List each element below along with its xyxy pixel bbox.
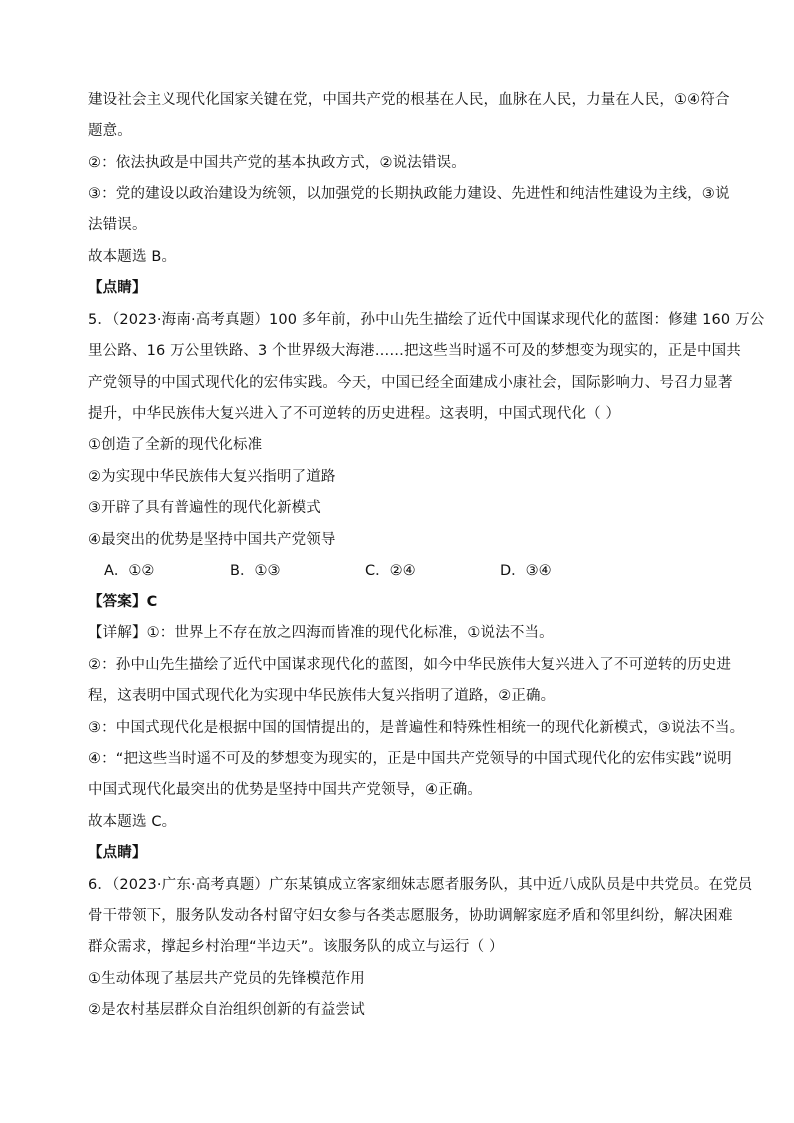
- q5-detail-line: ④：“把这些当时遥不可及的梦想变为现实的，正是中国共产党领导的中国式现代化的宏伟实践”说明: [88, 751, 732, 767]
- prev-tip-heading: 【点睛】: [88, 280, 147, 296]
- q5-detail-line: 程，这表明中国式现代化为实现中华民族伟大复兴指明了道路，②正确。: [88, 688, 556, 704]
- q6-stem-line: 群众需求，撑起乡村治理“半边天”。该服务队的成立与运行（ ）: [88, 939, 504, 955]
- q5-statement-4: ④最突出的优势是坚持中国共产党领导: [88, 532, 336, 548]
- q5-statement-3: ③开辟了具有普遍性的现代化新模式: [88, 500, 321, 516]
- q5-stem-line: 提升，中华民族伟大复兴进入了不可逆转的历史进程。这表明，中国式现代化（ ）: [88, 406, 621, 422]
- q5-stem-line: 产党领导的中国式现代化的宏伟实践。今天，中国已经全面建成小康社会，国际影响力、号召力显著: [88, 375, 733, 391]
- prev-conclusion: 故本题选 B。: [88, 249, 177, 265]
- prev-explanation-line: 法错误。: [88, 217, 147, 233]
- q5-choice-b: B．①③: [230, 563, 281, 579]
- q6-stem-line: 6．（2023·广东·高考真题）广东某镇成立客家细妹志愿者服务队，其中近八成队员是中共党员。在党员: [88, 877, 753, 893]
- q5-statement-1: ①创造了全新的现代化标准: [88, 437, 263, 453]
- q6-statement-1: ①生动体现了基层共产党员的先锋模范作用: [88, 971, 365, 987]
- q5-detail-line: ③：中国式现代化是根据中国的国情提出的，是普遍性和特殊性相统一的现代化新模式，③说法不当。: [88, 720, 745, 736]
- q5-choice-a: A．①②: [104, 563, 155, 579]
- q5-stem-line: 5．（2023·海南·高考真题）100 多年前，孙中山先生描绘了近代中国谋求现代化的蓝图：修建 160 万公: [88, 312, 765, 328]
- prev-explanation-line: 建设社会主义现代化国家关键在党，中国共产党的根基在人民，血脉在人民，力量在人民，①④符合: [88, 92, 730, 108]
- q5-statement-2: ②为实现中华民族伟大复兴指明了道路: [88, 469, 336, 485]
- q5-answer: 【答案】C: [88, 594, 158, 610]
- q5-choice-c: C．②④: [365, 563, 416, 579]
- q5-detail-line: 【详解】①：世界上不存在放之四海而皆准的现代化标准，①说法不当。: [88, 625, 554, 641]
- q6-stem-line: 骨干带领下，服务队发动各村留守妇女参与各类志愿服务，协助调解家庭矛盾和邻里纠纷，解决困难: [88, 908, 733, 924]
- prev-explanation-line: ②：依法执政是中国共产党的基本执政方式，②说法错误。: [88, 155, 466, 171]
- q5-stem-line: 里公路、16 万公里铁路、3 个世界级大海港……把这些当时遥不可及的梦想变为现实的，正是中国共: [88, 343, 741, 359]
- q6-statement-2: ②是农村基层群众自治组织创新的有益尝试: [88, 1002, 365, 1018]
- q5-detail-line: ②：孙中山先生描绘了近代中国谋求现代化的蓝图，如今中华民族伟大复兴进入了不可逆转的历史进: [88, 657, 732, 673]
- prev-explanation-line: ③：党的建设以政治建设为统领，以加强党的长期执政能力建设、先进性和纯洁性建设为主线，③说: [88, 186, 730, 202]
- q5-tip-heading: 【点睛】: [88, 845, 147, 861]
- q5-choice-d: D．③④: [500, 563, 552, 579]
- q5-detail-line: 中国式现代化最突出的优势是坚持中国共产党领导，④正确。: [88, 782, 483, 798]
- q5-conclusion: 故本题选 C。: [88, 814, 177, 830]
- prev-explanation-line: 题意。: [88, 123, 132, 139]
